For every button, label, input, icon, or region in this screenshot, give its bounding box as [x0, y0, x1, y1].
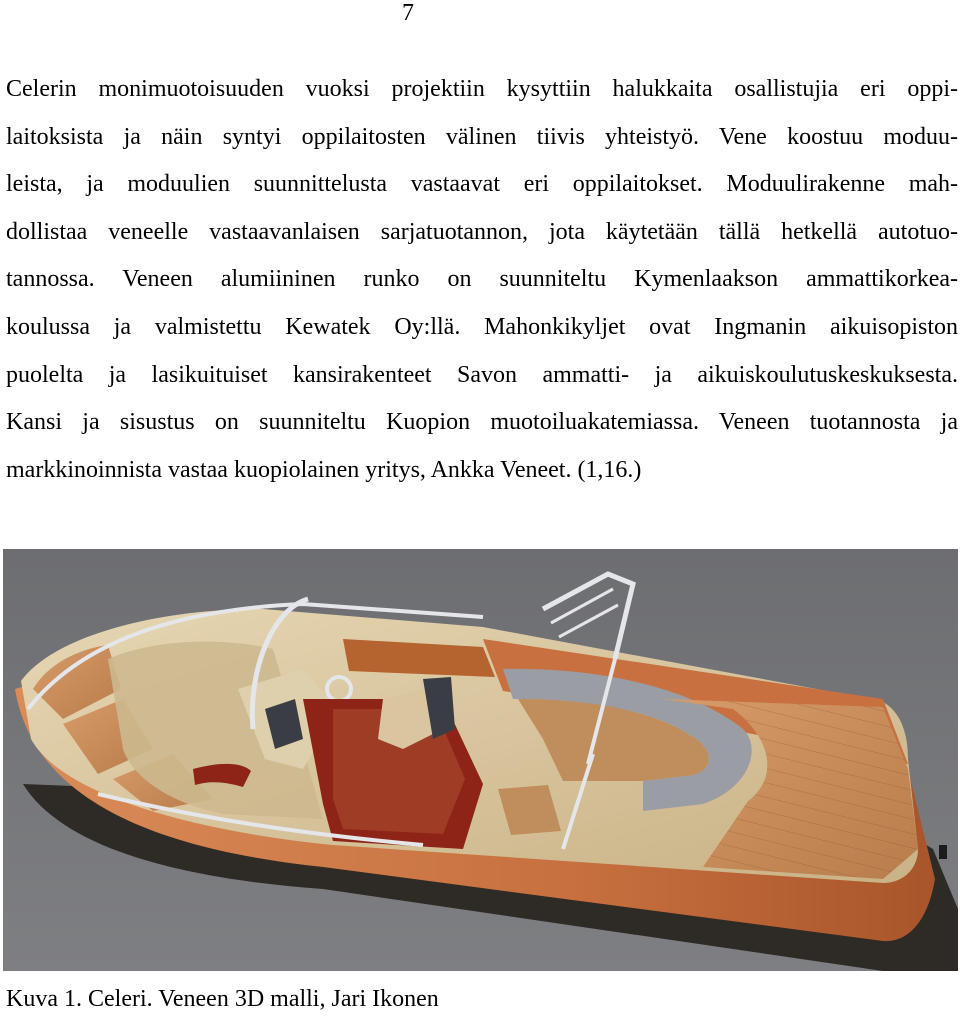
text-line: leista, ja moduulien suunnittelusta vastaavat eri oppilaitokset. Moduulirakenne mah-: [6, 171, 958, 198]
text-line: dollistaa veneelle vastaavanlaisen sarjatuotannon, jota käytetään tällä hetkellä autotuo-: [6, 218, 958, 245]
boat-render-image: [3, 549, 958, 971]
text-line: Celerin monimuotoisuuden vuoksi projektiin kysyttiin halukkaita osallistujia eri oppi-: [6, 76, 958, 102]
page-number: 7: [402, 0, 414, 26]
boat-3d-figure: [3, 549, 958, 971]
text-line: tannossa. Veneen alumiininen runko on suunniteltu Kymenlaakson ammattikorkea-: [6, 266, 958, 293]
text-line: koulussa ja valmistettu Kewatek Oy:llä. Mahonkikyljet ovat Ingmanin aikuisopiston: [6, 313, 958, 340]
text-line: puolelta ja lasikuituiset kansirakenteet Savon ammatti- ja aikuiskoulutuskeskuksesta.: [6, 361, 958, 388]
transom-light: [939, 845, 947, 859]
text-line: Kansi ja sisustus on suunniteltu Kuopion muotoiluakatemiassa. Veneen tuotannosta ja: [6, 409, 958, 436]
figure-caption: Kuva 1. Celeri. Veneen 3D malli, Jari Ikonen: [6, 986, 439, 1012]
text-line: markkinoinnista vastaa kuopiolainen yritys, Ankka Veneet. (1,16.): [6, 456, 642, 483]
body-paragraph: [6, 66, 958, 494]
text-line: laitoksista ja näin syntyi oppilaitosten välinen tiivis yhteistyö. Vene koostuu moduu-: [6, 123, 958, 150]
